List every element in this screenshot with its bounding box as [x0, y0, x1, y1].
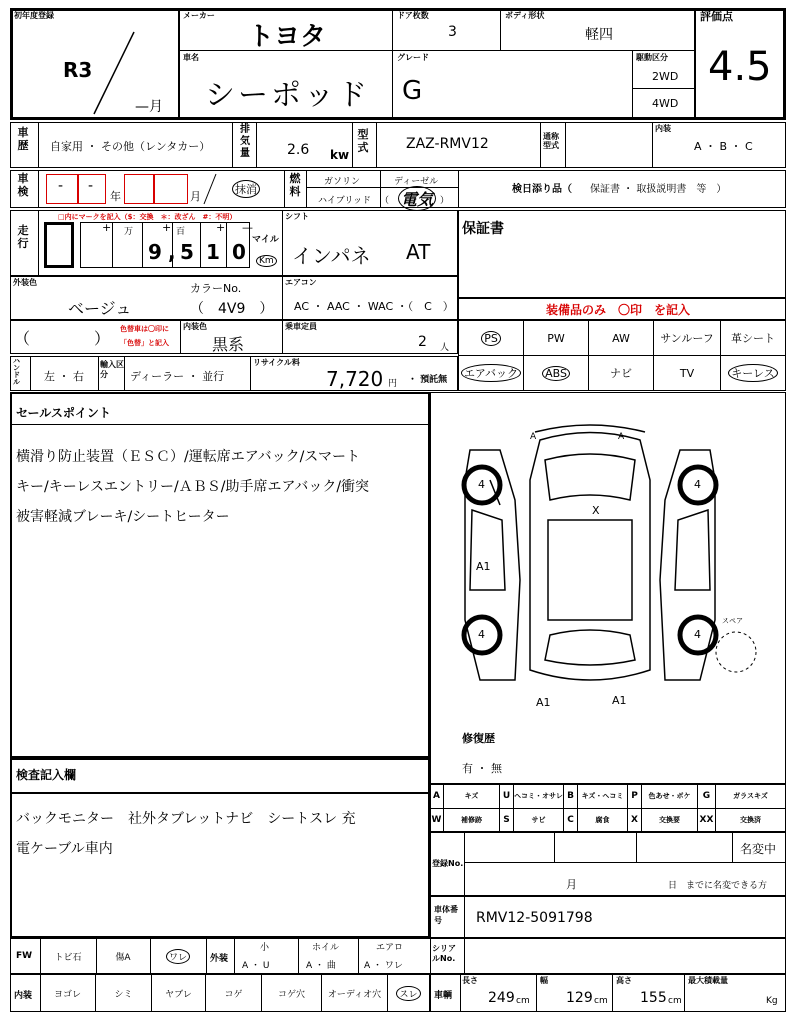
equip-keyless — [720, 355, 786, 391]
height-value: 155 — [640, 990, 667, 1006]
inspection-notes-label: 検査記入欄 — [16, 768, 77, 782]
serial-label: シリアルNo. — [432, 944, 456, 963]
import-label: 輸入区分 — [100, 360, 124, 379]
exterior-bottom-label: 外装 — [210, 954, 229, 964]
inspection-note-line-2: 電ケーブル車内 — [16, 841, 113, 857]
length-value: 249 — [488, 990, 515, 1006]
interior-item-6-label: オーディオ穴 — [327, 989, 382, 1000]
maker-value: トヨタ — [248, 22, 327, 52]
insp-box-4 — [154, 174, 188, 204]
fw-item-2 — [96, 938, 150, 974]
capacity-label: 乗車定員 — [285, 322, 317, 331]
dims-label: 車輌 — [434, 991, 453, 1001]
capacity-value: 2 — [418, 334, 427, 350]
mileage-plus-2: + — [162, 221, 172, 234]
interior-items-row — [40, 974, 430, 1012]
aero-label: エアロ — [376, 943, 404, 953]
carname-value: シーポッド — [205, 78, 370, 113]
interior-color-label: 内装色 — [183, 322, 207, 331]
legend-row1-cell-2: キズ — [444, 784, 500, 808]
interior-item-4-label: コゲ — [224, 989, 243, 1000]
warranty-label: 保証書 — [462, 221, 504, 237]
body-value: 軽四 — [585, 27, 613, 43]
fw-label: FW — [16, 951, 33, 961]
aero-value: A ・ ワレ — [364, 961, 403, 971]
legend-row1-cell-8: 色あせ・ボケ — [642, 784, 698, 808]
width-value: 129 — [566, 990, 593, 1006]
mileage-instruction: □内にマークを記入（$：交換 ＊：改ざん #：不明） — [58, 213, 237, 221]
legend-row1-cell-7: P — [628, 784, 642, 808]
interior-item-6 — [322, 974, 388, 1012]
width-label: 幅 — [540, 976, 548, 985]
vin-label: 車体番号 — [434, 905, 458, 925]
interior-item-7 — [388, 974, 430, 1012]
fuel-paren-close: ） — [440, 196, 450, 206]
legend-row2-cell-2: 補修跡 — [444, 808, 500, 832]
shift-label: シフト — [285, 212, 309, 221]
equip-ps-label: PS — [481, 331, 501, 346]
legend-row2-cell-7: X — [628, 808, 642, 832]
paren-close: ） — [94, 329, 111, 348]
sales-line-3: 被害軽減ブレーキ/シートヒーター — [16, 509, 230, 525]
interior-item-3 — [152, 974, 206, 1012]
name-change: 名変中 — [740, 842, 777, 856]
mileage-plus-1: + — [102, 221, 112, 234]
equip-sunroof — [653, 320, 721, 356]
equip-navi — [588, 355, 654, 391]
drive-label: 駆動区分 — [636, 53, 668, 62]
insp-slash — [200, 172, 220, 206]
interior-item-7-label: スレ — [396, 986, 420, 1001]
height-unit: cm — [668, 996, 682, 1006]
fuel-gasoline: ガソリン — [324, 177, 361, 187]
mileage-digit-4: 0 — [232, 240, 246, 264]
mileage-label: 走行 — [17, 224, 29, 250]
grade-value: G — [402, 76, 423, 106]
equip-navi-label: ナビ — [610, 367, 632, 380]
displacement-label: 排気量 — [240, 124, 250, 159]
load-label: 最大積載量 — [688, 976, 728, 985]
interior-bottom-label: 内装 — [14, 991, 33, 1001]
sales-line-2: キー/キーレスエントリー/ＡＢＳ/助手席エアバック/衝突 — [16, 479, 370, 495]
first-reg-month: —月 — [135, 99, 163, 115]
registration-month: 月 — [566, 878, 577, 891]
mileage-plus-3: + — [216, 221, 226, 234]
interior-grade-value: A ・ B ・ C — [694, 140, 753, 153]
wheel-label: ホイル — [312, 943, 340, 953]
insp-box-3 — [124, 174, 154, 204]
model-label: 型式 — [357, 128, 369, 154]
fw-item-3 — [150, 938, 206, 974]
history-label: 車歴 — [17, 126, 29, 152]
mileage-mark-box — [44, 222, 74, 268]
equip-aw — [588, 320, 654, 356]
recycle-label: リサイクル料 — [253, 358, 300, 367]
fw-item-1 — [40, 938, 96, 974]
accessories-label: 検日添り品（ — [512, 184, 572, 195]
shift-type: AT — [406, 240, 431, 264]
legend-row2-cell-9: XX — [698, 808, 716, 832]
mileage-unit-km: Km — [256, 255, 277, 267]
legend-row2-cell-5: C — [564, 808, 578, 832]
insp-nonexpired: 抹消 — [232, 180, 260, 198]
equip-leather-label: 革シート — [731, 332, 775, 345]
equip-sunroof-label: サンルーフ — [660, 332, 714, 345]
color-change-note-2: 「色替」と記入 — [120, 339, 169, 347]
insp-year: 年 — [110, 190, 121, 203]
equip-ps — [458, 320, 524, 356]
width-unit: cm — [594, 996, 608, 1006]
shift-value: インパネ — [292, 244, 371, 268]
sales-points-label: セールスポイント — [16, 406, 111, 420]
mark-roof-x: X — [592, 504, 600, 517]
mileage-digit-3: 1 — [206, 240, 220, 264]
drive-4wd: 4WD — [652, 97, 679, 110]
grade-label: グレード — [397, 53, 429, 62]
inspection-label: 車検 — [17, 172, 29, 198]
length-label: 長さ — [462, 976, 478, 985]
registration-day-note: 日 までに名変できる方 — [668, 881, 768, 891]
legend-row1-cell-5: B — [564, 784, 578, 808]
tire-fl: 4 — [478, 478, 485, 491]
insp-dash-1: - — [58, 178, 64, 194]
legend-row1-cell-3: U — [500, 784, 514, 808]
doors-label: ドア枚数 — [397, 11, 429, 20]
displacement-unit: kw — [330, 148, 350, 162]
mileage-digit-2: 5 — [180, 240, 194, 264]
legend-row2-cell-6: 腐食 — [578, 808, 628, 832]
recycle-value: 7,720 — [326, 367, 384, 391]
mark-side-a1: A1 — [476, 560, 491, 573]
exterior-color-label: 外装色 — [13, 278, 37, 287]
color-no-label: カラーNo. — [190, 282, 242, 295]
interior-item-3-label: ヤブレ — [165, 989, 192, 1000]
fuel-label: 燃料 — [289, 172, 301, 198]
score-value: 4.5 — [708, 44, 772, 90]
legend-row1-cell-1: A — [430, 784, 444, 808]
mileage-plus-4: — — [242, 221, 253, 234]
import-value: ディーラー ・ 並行 — [130, 370, 225, 383]
fuel-diesel: ディーゼル — [394, 177, 439, 187]
interior-color-value: 黒系 — [212, 335, 245, 354]
insp-month: 月 — [190, 190, 201, 203]
interior-item-4 — [206, 974, 262, 1012]
small-value: A ・ U — [242, 961, 270, 971]
legend-row2-cell-8: 交換要 — [642, 808, 698, 832]
repair-value: 有 ・ 無 — [462, 762, 502, 775]
spare-label: スペア — [722, 617, 743, 625]
color-no-value: （ 4V9 ） — [190, 301, 274, 317]
equip-abs-label: ABS — [542, 366, 570, 381]
mark-rear-a1-left: A1 — [536, 696, 551, 709]
mileage-unit-man: 万 — [124, 227, 134, 237]
exterior-color-value: ベージュ — [68, 299, 132, 318]
equip-tv-label: TV — [679, 366, 695, 380]
fw-item-1-label: トビ石 — [54, 952, 82, 963]
legend-row2-cell-10: 交換済 — [716, 808, 786, 832]
history-value: 自家用 ・ その他（レンタカー） — [50, 140, 211, 153]
handle-value: 左 ・ 右 — [44, 370, 84, 383]
tire-rl: 4 — [478, 628, 485, 641]
legend-row2-cell-4: サビ — [514, 808, 564, 832]
body-label: ボディ形状 — [505, 11, 545, 20]
legend-row-2 — [430, 808, 786, 832]
equip-pw-label: PW — [547, 331, 565, 345]
equip-airbag — [458, 355, 524, 391]
vin-value: RMV12-5091798 — [476, 910, 593, 926]
equip-pw — [523, 320, 589, 356]
first-reg-slash — [90, 28, 140, 118]
equip-airbag-label: エアバック — [461, 364, 521, 382]
registration-label: 登録No. — [432, 859, 464, 868]
insp-dash-2: - — [88, 178, 94, 194]
first-reg-value: R3 — [63, 58, 93, 82]
common-model-label: 通称型式 — [543, 132, 559, 150]
interior-item-2 — [96, 974, 152, 1012]
legend-row1-cell-4: ヘコミ・オサレ — [514, 784, 564, 808]
score-label: 評価点 — [700, 10, 733, 23]
small-label: 小 — [260, 943, 270, 953]
legend-row1-cell-10: ガラスキズ — [716, 784, 786, 808]
color-change-note-1: 色替車は〇印に — [120, 325, 169, 333]
doors-value: 3 — [448, 24, 457, 40]
fuel-hybrid: ハイブリッド — [318, 196, 372, 206]
interior-item-5 — [262, 974, 322, 1012]
interior-item-1 — [40, 974, 96, 1012]
sales-line-1: 横滑り防止装置（ＥＳＣ）/運転席エアバック/スマート — [16, 449, 361, 465]
tire-fr: 4 — [694, 478, 701, 491]
mark-a-front-left: A — [530, 432, 537, 442]
repair-label: 修復歴 — [462, 732, 495, 745]
interior-grade-label: 内装 — [655, 124, 671, 133]
handle-label: ハンドル — [13, 357, 20, 386]
legend-row2-cell-3: S — [500, 808, 514, 832]
legend-row2-cell-1: W — [430, 808, 444, 832]
mileage-digit-1: 9 — [148, 240, 162, 264]
interior-item-1-label: ヨゴレ — [53, 989, 81, 1000]
interior-item-5-label: コゲ穴 — [277, 989, 305, 1000]
inspection-note-line-1: バックモニター 社外タブレットナビ シートスレ 充 — [16, 811, 356, 827]
carname-label: 車名 — [183, 53, 199, 62]
equip-leather — [720, 320, 786, 356]
mark-a-front-right: A — [618, 432, 625, 442]
equip-tv — [653, 355, 721, 391]
fuel-paren-open: （ — [380, 196, 390, 206]
accessories-value: 保証書 ・ 取扱説明書 等 ） — [590, 184, 727, 195]
interior-item-2-label: シミ — [114, 989, 133, 1000]
equip-aw-label: AW — [612, 331, 630, 345]
aircon-label: エアコン — [285, 278, 317, 287]
displacement-value: 2.6 — [287, 142, 310, 158]
mark-rear-a1-right: A1 — [612, 694, 627, 707]
legend-row-1 — [430, 784, 786, 808]
height-label: 高さ — [616, 976, 632, 985]
equip-header: 装備品のみ 〇印 を記入 — [546, 303, 691, 317]
fw-item-3-label: ワレ — [166, 949, 190, 964]
drive-2wd: 2WD — [652, 70, 679, 83]
load-unit: Kg — [766, 996, 778, 1006]
recycle-note: ・ 預託無 — [408, 375, 448, 385]
capacity-unit: 人 — [440, 343, 450, 353]
fw-item-2-label: 傷A — [115, 952, 131, 963]
recycle-unit: 円 — [388, 379, 398, 389]
first-reg-label: 初年度登録 — [14, 11, 54, 20]
model-value: ZAZ-RMV12 — [406, 136, 489, 152]
paren-open: （ — [14, 329, 31, 348]
maker-label: メーカー — [183, 11, 215, 20]
length-unit: cm — [516, 996, 530, 1006]
legend-row1-cell-9: G — [698, 784, 716, 808]
wheel-value: A ・ 曲 — [306, 961, 336, 971]
aircon-value: AC ・ AAC ・ WAC ・（ C ） — [294, 300, 454, 313]
equip-keyless-label: キーレス — [728, 364, 777, 382]
tire-rr: 4 — [694, 628, 701, 641]
legend-row1-cell-6: キズ・ヘコミ — [578, 784, 628, 808]
mileage-unit-mile: マイル — [252, 235, 279, 245]
fuel-other-value: 電気 — [398, 186, 436, 211]
mileage-unit-hyaku: 百 — [176, 227, 186, 237]
equip-abs — [523, 355, 589, 391]
mileage-comma: , — [168, 240, 176, 264]
